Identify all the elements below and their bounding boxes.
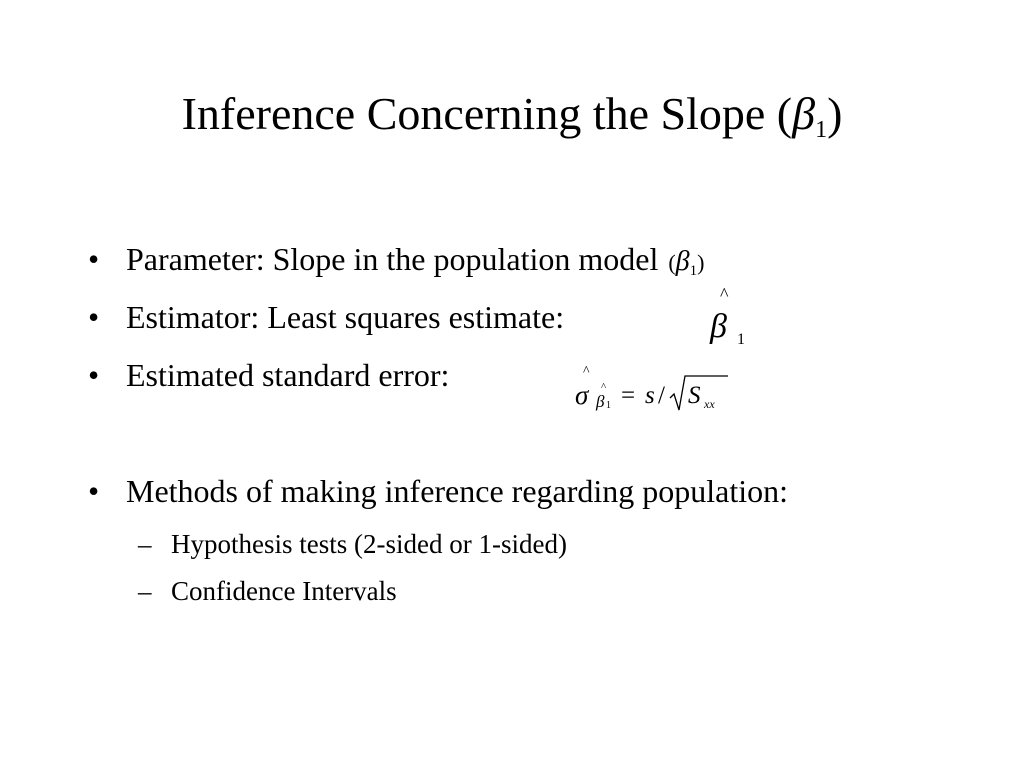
bullet-standard-error (88, 355, 449, 395)
bullet-marker: • (88, 241, 100, 277)
beta-hat-symbol: β (710, 308, 727, 345)
slide-title (0, 84, 1024, 144)
standard-error-formula (570, 358, 740, 423)
formula-close-paren: ) (697, 250, 705, 275)
bullet-estimator-text: Estimator: Least squares estimate: (126, 299, 565, 335)
S-variable: S (688, 382, 701, 409)
formula-open-paren: ( (668, 250, 676, 275)
beta-hat-formula (700, 282, 760, 357)
sub-bullet-hypothesis-tests (138, 527, 567, 561)
bullet-marker: • (88, 299, 100, 335)
beta-hat-subscript: 1 (737, 331, 745, 348)
bullet-marker: • (88, 357, 100, 393)
sub-bullet-confidence-intervals (138, 574, 397, 608)
bullet-parameter (88, 239, 704, 283)
sub-bullet-confidence-text: Confidence Intervals (171, 576, 397, 606)
title-close-paren: ) (827, 88, 843, 139)
s-variable: s (645, 382, 655, 409)
formula-beta-symbol: β (675, 246, 690, 277)
sub-bullet-marker: – (138, 576, 152, 606)
parameter-beta-formula (668, 246, 705, 279)
equals-sign: = (621, 382, 636, 409)
sigma-symbol: σ (575, 380, 589, 410)
S-subscript: xx (704, 397, 715, 411)
bullet-parameter-text: Parameter: Slope in the population model (126, 241, 659, 277)
beta-hat-caret: ^ (720, 284, 729, 304)
bullet-methods (88, 471, 788, 511)
sub-bullet-marker: – (138, 529, 152, 559)
bullet-estimator (88, 297, 564, 337)
beta-subscript-caret: ^ (601, 381, 607, 393)
beta-subscript-index: 1 (606, 400, 611, 411)
beta-subscript-symbol: β (596, 392, 605, 411)
title-text: Inference Concerning the Slope ( (181, 88, 793, 139)
bullet-standard-error-text: Estimated standard error: (126, 357, 450, 393)
division-slash: / (658, 382, 665, 409)
sub-bullet-hypothesis-text: Hypothesis tests (2-sided or 1-sided) (171, 529, 567, 559)
formula-beta-subscript: 1 (689, 263, 698, 279)
bullet-methods-text: Methods of making inference regarding population: (126, 473, 789, 509)
title-beta-symbol: β (792, 88, 816, 139)
sigma-hat-caret: ^ (583, 364, 590, 379)
bullet-marker: • (88, 473, 100, 509)
title-beta-subscript: 1 (815, 117, 828, 143)
